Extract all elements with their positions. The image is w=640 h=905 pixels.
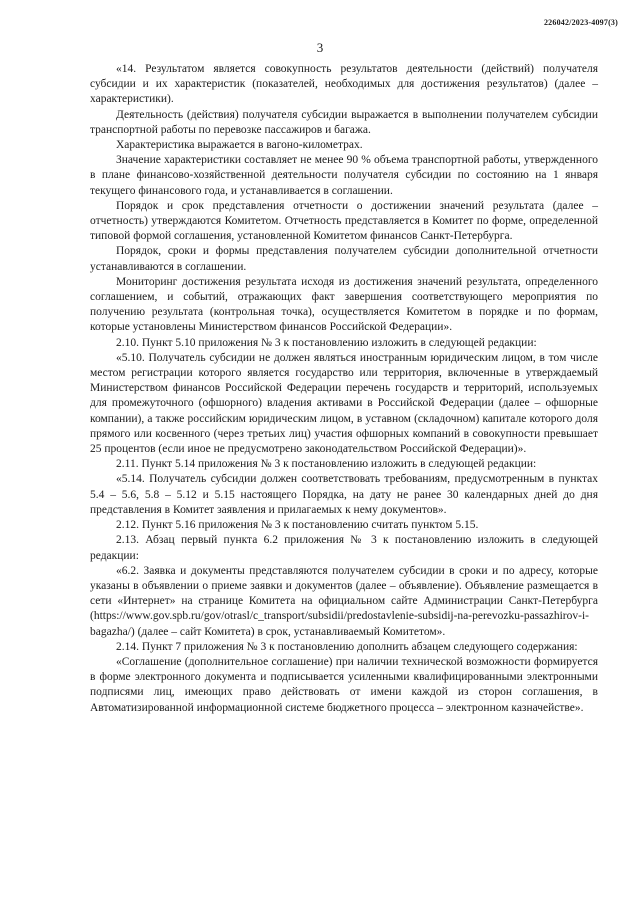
paragraph-characteristic-unit: Характеристика выражается в вагоно-километрах. bbox=[116, 139, 363, 152]
paragraph-5-10: «5.10. Получатель субсидии не должен являться иностранным юридическим лицом, в том числе местом регистрации которого является государство или территория, включенные в утверждаемый Министерством финансов Российской Федерации перечень государств и территорий, используемых для промежуточного (офшорного) владения активами в Российской Федерации (далее – офшорные компании), а также российским юридическим лицом, в уставном (складочном) капитале которого доля прямого или косвенного (через третьих лиц) участия офшорных компаний в совокупности превышает 25 процентов (если иное не предусмотрено законодательством Российской Федерации)». bbox=[90, 351, 598, 456]
paragraph-5-14: «5.14. Получатель субсидии должен соответствовать требованиям, предусмотренным в пунктах 5.4 – 5.6, 5.8 – 5.12 и 5.15 настоящего Порядка, на дату не ранее 30 календарных дней до дня представления в Комитет заявления и прилагаемых к нему документов». bbox=[90, 473, 598, 516]
paragraph-activity: Деятельность (действия) получателя субсидии выражается в выполнении получателем субсидии транспортной работы по перевозке пассажиров и багажа. bbox=[90, 108, 598, 136]
document-number: 226042/2023-4097(3) bbox=[543, 18, 618, 27]
paragraph-characteristic-value: Значение характеристики составляет не менее 90 % объема транспортной работы, утвержденного в плане финансово-хозяйственной деятельности получателя субсидии по состоянию на 1 января текущего финансового года, и устанавливается в соглашении. bbox=[90, 154, 598, 197]
paragraph-monitoring: Мониторинг достижения результата исходя из достижения значений результата, определенного соглашением, и событий, отражающих факт завершения соответствующего мероприятия по получению результата (контрольная точка), осуществляется Комитетом в порядке и по формам, которые установлены Министерством финансов Российской Федерации». bbox=[90, 275, 598, 334]
paragraph-2-13: 2.13. Абзац первый пункта 6.2 приложения № 3 к постановлению изложить в следующей редакции: bbox=[90, 534, 598, 562]
paragraph-2-10: 2.10. Пункт 5.10 приложения № 3 к постановлению изложить в следующей редакции: bbox=[116, 336, 537, 349]
paragraph-reporting-order: Порядок и срок представления отчетности о достижении значений результата (далее – отчетность) утверждаются Комитетом. Отчетность представляется в Комитет по форме, определенной типовой формой соглашения, установленной Комитетом финансов Санкт-Петербурга. bbox=[90, 199, 598, 243]
paragraph-2-12: 2.12. Пункт 5.16 приложения № 3 к постановлению считать пунктом 5.15. bbox=[116, 519, 479, 532]
paragraph-result-definition: «14. Результатом является совокупность результатов деятельности (действий) получателя субсидии и их характеристик (показателей, необходимых для достижения результатов) (далее – характеристики). bbox=[90, 63, 598, 106]
paragraph-2-11: 2.11. Пункт 5.14 приложения № 3 к постановлению изложить в следующей редакции: bbox=[116, 458, 537, 471]
document-body bbox=[90, 62, 598, 716]
page-number: 3 bbox=[316, 40, 324, 55]
paragraph-additional-reporting: Порядок, сроки и формы представления получателем субсидии дополнительной отчетности устанавливаются в соглашении. bbox=[90, 245, 598, 273]
paragraph-6-2: «6.2. Заявка и документы представляются получателем субсидии в сроки и по адресу, которые указаны в объявлении о приеме заявки и документов (далее – объявление). Объявление размещается в сети «Интернет» на странице Комитета на официальном сайте Администрации Санкт-Петербурга (https://www.gov.spb.ru/gov/otrasl/c_transport/subsidii/predostavlenie-subsidij-na-perevozku-passazhirov-i-bagazha/) (далее – сайт Комитета) в срок, устанавливаемый Комитетом». bbox=[90, 564, 598, 638]
paragraph-2-14: 2.14. Пункт 7 приложения № 3 к постановлению дополнить абзацем следующего содержания: bbox=[116, 640, 578, 653]
paragraph-agreement: «Соглашение (дополнительное соглашение) при наличии технической возможности формируется в форме электронного документа и подписывается усиленными квалифицированными электронными подписями лиц, имеющих право действовать от имени каждой из сторон соглашения, в Автоматизированной информационной системе бюджетного процесса – электронном казначействе». bbox=[90, 655, 598, 714]
